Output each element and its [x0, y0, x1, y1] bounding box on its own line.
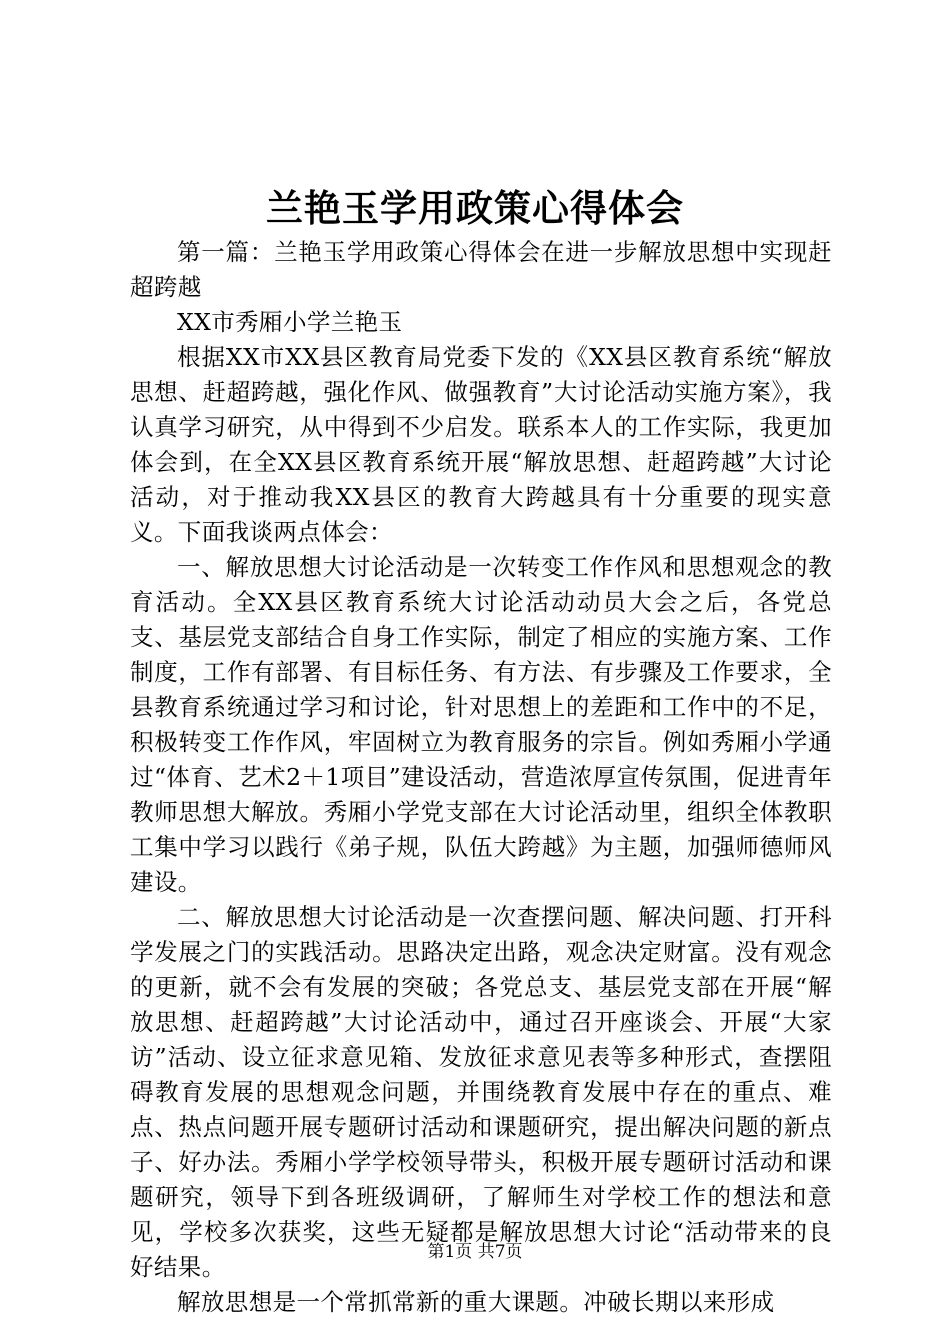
body-paragraph: 解放思想是一个常抓常新的重大课题。冲破长期以来形成	[177, 1288, 775, 1316]
author-line: XX市秀厢小学兰艳玉	[177, 308, 403, 336]
document-title: 兰艳玉学用政策心得体会	[266, 186, 684, 230]
body-paragraph: 一、解放思想大讨论活动是一次转变工作作风和思想观念的教育活动。全XX县区教育系统大讨论活动动员大会之后，各党总支、基层党支部结合自身工作实际，制定了相应的实施方案、工作制度，工作有部署、有目标任务、有方法、有步骤及工作要求，全县教育系统通过学习和讨论，针对思想上的差距和工作中的不足，积极转变工作作风，牢固树立为教育服务的宗旨。例如秀厢小学通过“体育、艺术2＋1项目”建设活动，营造浓厚宣传氛围，促进青年教师思想大解放。秀厢小学党支部在大讨论活动里，组织全体教职工集中学习以践行《弟子规，队伍大跨越》为主题，加强师德师风建设。	[130, 553, 832, 896]
document-body	[130, 235, 832, 1320]
section-heading: 第一篇：兰艳玉学用政策心得体会在进一步解放思想中实现赶超跨越	[130, 238, 832, 301]
page-number: 第1页 共7页	[427, 1242, 523, 1262]
body-paragraph: 根据XX市XX县区教育局党委下发的《XX县区教育系统“解放思想、赶超跨越，强化作风、做强教育”大讨论活动实施方案》，我认真学习研究，从中得到不少启发。联系本人的工作实际，我更加体会到，在全XX县区教育系统开展“解放思想、赶超跨越”大讨论活动，对于推动我XX县区的教育大跨越具有十分重要的现实意义。下面我谈两点体会：	[130, 343, 832, 546]
body-paragraph: 二、解放思想大讨论活动是一次查摆问题、解决问题、打开科学发展之门的实践活动。思路决定出路，观念决定财富。没有观念的更新，就不会有发展的突破；各党总支、基层党支部在开展“解放思想、赶超跨越”大讨论活动中，通过召开座谈会、开展“大家访”活动、设立征求意见箱、发放征求意见表等多种形式，查摆阻碍教育发展的思想观念问题，并围绕教育发展中存在的重点、难点、热点问题开展专题研讨活动和课题研究，提出解决问题的新点子、好办法。秀厢小学学校领导带头，积极开展专题研讨活动和课题研究，领导下到各班级调研，了解师生对学校工作的想法和意见，学校多次获奖，这些无疑都是解放思想大讨论“活动带来的良好结果。	[130, 903, 832, 1281]
